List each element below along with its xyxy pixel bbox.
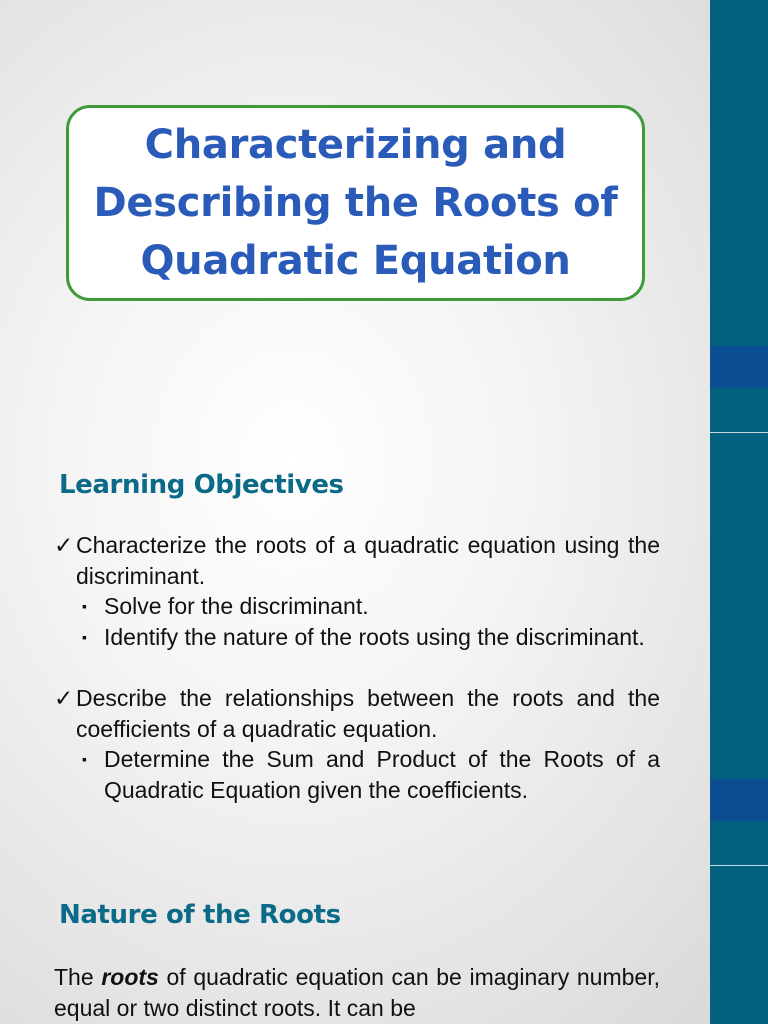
- sub-objective-item: [54, 591, 660, 622]
- objective-text: Characterize the roots of a quadratic equation using the discriminant.: [76, 532, 660, 589]
- sub-objective-text: Solve for the discriminant.: [104, 593, 369, 619]
- objective-item: [54, 530, 660, 591]
- paragraph-text: The: [54, 964, 102, 990]
- checkmark-icon: ✓: [54, 532, 74, 558]
- right-sidebar-band: [710, 0, 768, 1024]
- objective-text: Describe the relationships between the roots and the coefficients of a quadratic equation.: [76, 685, 660, 742]
- objectives-list: [54, 530, 660, 805]
- spacer: [54, 652, 660, 683]
- paragraph-text: of quadratic equation can be imaginary number, equal or two distinct roots. It can be: [54, 964, 660, 1021]
- nature-of-roots-heading: Nature of the Roots: [59, 900, 341, 930]
- objective-item: [54, 683, 660, 744]
- title-box: [66, 105, 645, 301]
- square-bullet-icon: ▪: [82, 751, 87, 767]
- checkmark-icon: ✓: [54, 685, 74, 711]
- sub-objective-text: Determine the Sum and Product of the Roots of a Quadratic Equation given the coefficients.: [104, 746, 660, 803]
- sub-objective-text: Identify the nature of the roots using the discriminant.: [104, 623, 645, 650]
- square-bullet-icon: ▪: [82, 628, 87, 645]
- sub-objective-item: [54, 622, 660, 653]
- sidebar-divider: [710, 432, 768, 433]
- learning-objectives-heading: Learning Objectives: [59, 470, 344, 500]
- square-bullet-icon: ▪: [82, 598, 87, 614]
- emphasized-word: roots: [101, 964, 159, 990]
- sidebar-divider: [710, 865, 768, 866]
- sidebar-accent-block: [710, 779, 768, 821]
- page-title: Characterizing and Describing the Roots of Quadratic Equation: [93, 122, 618, 284]
- sidebar-accent-block: [710, 346, 768, 388]
- nature-paragraph: [54, 962, 660, 1023]
- sub-objective-item: [54, 744, 660, 805]
